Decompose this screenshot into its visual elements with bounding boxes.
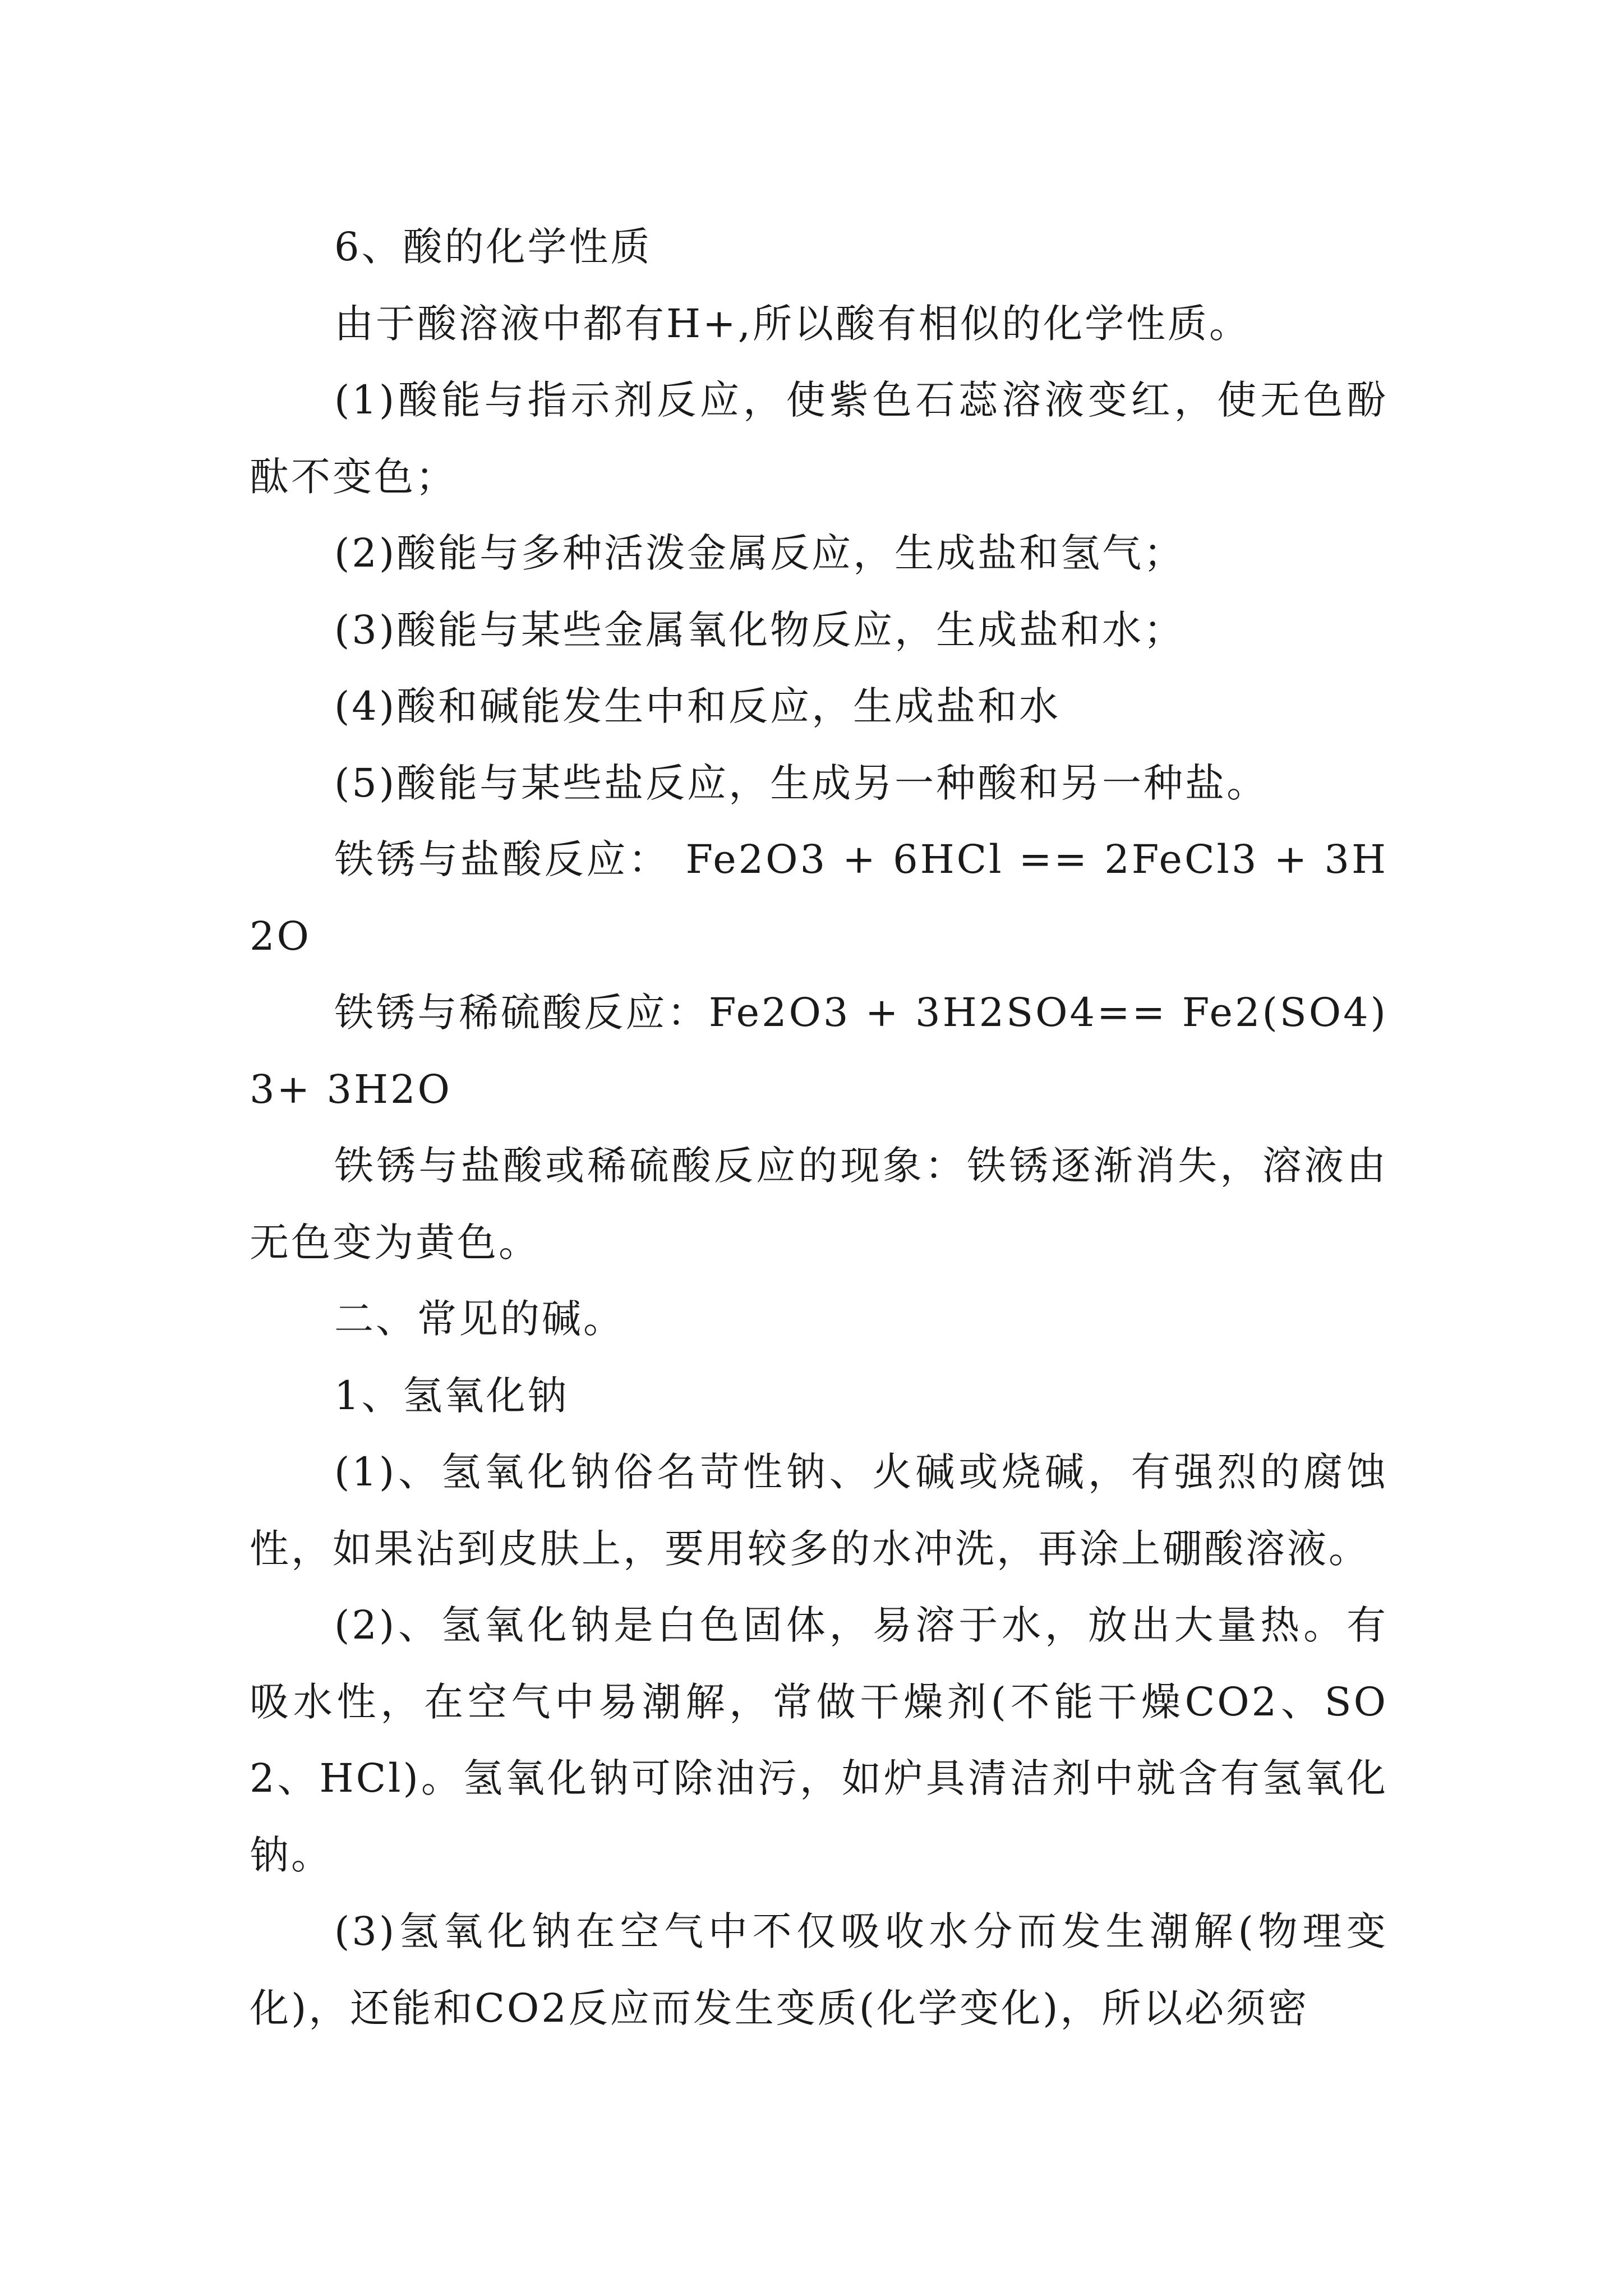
subsection-heading: 1、氢氧化钠 [334, 1372, 569, 1419]
paragraph: 由于酸溶液中都有H+,所以酸有相似的化学性质。 [334, 300, 1251, 347]
equation-line: 铁锈与盐酸反应： Fe2O3 + 6HCl == 2FeCl3 + 3H2O [250, 836, 1388, 959]
paragraph: 铁锈与盐酸或稀硫酸反应的现象：铁锈逐渐消失，溶液由无色变为黄色。 [250, 1143, 1388, 1266]
document-body [250, 209, 1388, 2046]
section-heading: 二、常见的碱。 [334, 1296, 625, 1342]
equation-line: 铁锈与稀硫酸反应：Fe2O3 + 3H2SO4== Fe2(SO4)3+ 3H2O [250, 990, 1388, 1112]
list-item: (2)酸能与多种活泼金属反应，生成盐和氢气； [334, 530, 1186, 576]
list-item: (4)酸和碱能发生中和反应，生成盐和水 [334, 683, 1061, 729]
section-heading: 6、酸的化学性质 [334, 224, 652, 270]
list-item: (1)酸能与指示剂反应，使紫色石蕊溶液变红，使无色酚酞不变色； [250, 377, 1388, 500]
paragraph: (3)氢氧化钠在空气中不仅吸收水分而发生潮解(物理变化)，还能和CO2反应而发生变质(化学变化)，所以必须密 [250, 1908, 1388, 2031]
list-item: (3)酸能与某些金属氧化物反应，生成盐和水； [334, 606, 1186, 653]
paragraph: (2)、氢氧化钠是白色固体，易溶于水，放出大量热。有吸水性，在空气中易潮解，常做干燥剂(不能干燥CO2、SO2、HCl)。氢氧化钠可除油污，如炉具清洁剂中就含有氢氧化钠。 [250, 1602, 1388, 1878]
list-item: (5)酸能与某些盐反应，生成另一种酸和另一种盐。 [334, 760, 1269, 806]
paragraph: (1)、氢氧化钠俗名苛性钠、火碱或烧碱，有强烈的腐蚀性，如果沾到皮肤上，要用较多的水冲洗，再涂上硼酸溶液。 [250, 1449, 1388, 1572]
